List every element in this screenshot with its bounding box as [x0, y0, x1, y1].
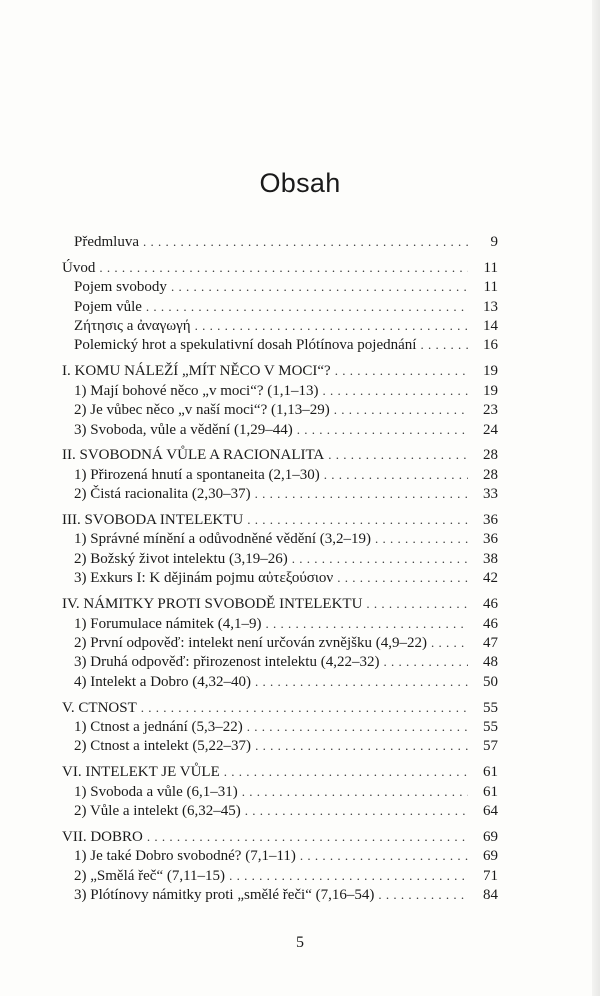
dot-leader — [247, 717, 468, 736]
entry-label: 2) Je vůbec něco „v naší moci“? (1,13–29) — [74, 402, 330, 419]
dot-leader — [337, 568, 468, 587]
toc-chapter-entry — [62, 698, 498, 717]
dot-leader — [335, 361, 468, 380]
toc-entry — [62, 335, 498, 354]
entry-page-number: 61 — [483, 764, 498, 781]
toc-entry — [62, 652, 498, 671]
dot-leader — [366, 594, 468, 613]
entry-page-number: 55 — [483, 699, 498, 716]
entry-label: 2) Ctnost a intelekt (5,22–37) — [74, 738, 252, 755]
entry-page-number: 36 — [483, 512, 498, 529]
toc-entry — [62, 465, 498, 484]
entry-page-number: 24 — [483, 421, 498, 438]
dot-leader — [229, 866, 468, 885]
toc-entry — [62, 549, 498, 568]
dot-leader — [323, 381, 468, 400]
entry-page-number: 42 — [483, 570, 498, 587]
dot-leader — [378, 885, 468, 904]
entry-label: 1) Správné mínění a odůvodněné vědění (3,2–19) — [74, 531, 372, 548]
entry-label: Předmluva — [74, 234, 139, 250]
toc-entry — [62, 297, 498, 316]
entry-label: 3) Plótínovy námitky proti „smělé řeči“ (7,16–54) — [74, 887, 375, 904]
entry-page-number: 13 — [483, 298, 498, 315]
toc-chapter-entry — [62, 361, 498, 380]
toc-entry — [62, 484, 498, 503]
dot-leader — [143, 232, 468, 251]
dot-leader — [324, 465, 468, 484]
dot-leader — [334, 400, 468, 419]
entry-label: 1) Přirozená hnutí a spontaneita (2,1–30) — [74, 466, 320, 483]
entry-page-number: 55 — [483, 718, 498, 735]
toc-section — [62, 510, 498, 588]
dot-leader — [171, 277, 468, 296]
entry-page-number: 46 — [483, 615, 498, 632]
entry-label: 3) Svoboda, vůle a vědění (1,29–44) — [74, 421, 293, 438]
dot-leader — [224, 762, 468, 781]
dot-leader — [146, 297, 468, 316]
toc-entry — [62, 568, 498, 587]
toc-entry — [62, 885, 498, 904]
toc-section — [62, 232, 498, 251]
entry-label: 1) Ctnost a jednání (5,3–22) — [74, 718, 243, 735]
toc-entry — [62, 782, 498, 801]
entry-page-number: 69 — [483, 828, 498, 845]
entry-page-number: 36 — [483, 531, 498, 548]
dot-leader — [255, 736, 468, 755]
entry-page-number: 69 — [483, 848, 498, 865]
entry-page-number: 47 — [483, 634, 498, 651]
dot-leader — [255, 484, 468, 503]
entry-label: 2) Božský život intelektu (3,19–26) — [74, 550, 288, 567]
toc-entry — [62, 316, 498, 335]
toc-chapter-entry — [62, 258, 498, 277]
toc-chapter-entry — [62, 594, 498, 613]
toc-entry — [62, 529, 498, 548]
toc-entry — [62, 420, 498, 439]
entry-label: 4) Intelekt a Dobro (4,32–40) — [74, 673, 252, 690]
entry-label: Polemický hrot a spekulativní dosah Plótínova pojednání — [74, 337, 417, 354]
entry-page-number: 38 — [483, 550, 498, 567]
entry-label: VI. INTELEKT JE VŮLE — [62, 764, 220, 781]
dot-leader — [247, 510, 468, 529]
toc-entry — [62, 614, 498, 633]
entry-label: VII. DOBRO — [62, 828, 143, 845]
entry-label: Ζήτησις a ἀναγωγή — [74, 318, 191, 335]
entry-page-number: 46 — [483, 596, 498, 613]
toc-section — [62, 445, 498, 503]
toc-entry — [62, 736, 498, 755]
dot-leader — [147, 827, 468, 846]
toc-chapter-entry — [62, 445, 498, 464]
toc-entry — [62, 232, 498, 251]
entry-page-number: 23 — [483, 402, 498, 419]
page-title: Obsah — [259, 168, 341, 198]
entry-label: II. SVOBODNÁ VŮLE A RACIONALITA — [62, 447, 325, 464]
entry-page-number: 19 — [483, 363, 498, 380]
dot-leader — [99, 258, 468, 277]
page-number: 5 — [296, 934, 304, 951]
dot-leader — [328, 445, 468, 464]
toc-entry — [62, 672, 498, 691]
toc-chapter-entry — [62, 762, 498, 781]
dot-leader — [255, 672, 468, 691]
toc-entry — [62, 717, 498, 736]
dot-leader — [375, 529, 468, 548]
entry-label: 2) Čistá racionalita (2,30–37) — [74, 486, 251, 503]
entry-page-number: 9 — [490, 234, 498, 250]
entry-label: Pojem svobody — [74, 279, 167, 296]
toc-chapter-entry — [62, 510, 498, 529]
dot-leader — [383, 652, 468, 671]
entry-page-number: 84 — [483, 887, 498, 904]
entry-page-number: 11 — [483, 279, 498, 296]
entry-page-number: 64 — [483, 803, 498, 820]
table-of-contents — [62, 232, 498, 911]
entry-label: 2) „Smělá řeč“ (7,11–15) — [74, 867, 226, 884]
dot-leader — [420, 335, 468, 354]
toc-section — [62, 258, 498, 355]
entry-label: I. KOMU NÁLEŽÍ „MÍT NĚCO V MOCI“? — [62, 363, 331, 380]
toc-entry — [62, 400, 498, 419]
dot-leader — [431, 633, 468, 652]
entry-page-number: 57 — [483, 738, 498, 755]
entry-page-number: 28 — [483, 466, 498, 483]
entry-label: Pojem vůle — [74, 298, 142, 315]
dot-leader — [195, 316, 468, 335]
entry-page-number: 16 — [483, 337, 498, 354]
toc-entry — [62, 801, 498, 820]
entry-label: 2) První odpověď: intelekt není určován zvnějšku (4,9–22) — [74, 634, 427, 651]
dot-leader — [242, 782, 468, 801]
entry-page-number: 61 — [483, 783, 498, 800]
page-edge-shadow — [592, 0, 600, 996]
entry-page-number: 71 — [483, 867, 498, 884]
toc-entry — [62, 866, 498, 885]
entry-page-number: 14 — [483, 318, 498, 335]
entry-page-number: 11 — [483, 259, 498, 276]
dot-leader — [300, 846, 468, 865]
entry-page-number: 50 — [483, 673, 498, 690]
entry-label: V. CTNOST — [62, 699, 137, 716]
entry-page-number: 19 — [483, 382, 498, 399]
dot-leader — [265, 614, 468, 633]
entry-label: III. SVOBODA INTELEKTU — [62, 512, 244, 529]
entry-label: 3) Exkurs I: K dějinám pojmu αὐτεξούσιον — [74, 570, 334, 587]
toc-section — [62, 762, 498, 820]
toc-entry — [62, 381, 498, 400]
entry-label: 3) Druhá odpověď: přirozenost intelektu (4,22–32) — [74, 654, 380, 671]
dot-leader — [245, 801, 468, 820]
entry-page-number: 33 — [483, 486, 498, 503]
entry-label: 2) Vůle a intelekt (6,32–45) — [74, 803, 241, 820]
entry-page-number: 48 — [483, 654, 498, 671]
toc-entry — [62, 277, 498, 296]
dot-leader — [297, 420, 468, 439]
entry-label: 1) Forumulace námitek (4,1–9) — [74, 615, 262, 632]
toc-section — [62, 594, 498, 691]
toc-entry — [62, 846, 498, 865]
toc-section — [62, 361, 498, 439]
entry-label: IV. NÁMITKY PROTI SVOBODĚ INTELEKTU — [62, 596, 363, 613]
toc-entry — [62, 633, 498, 652]
entry-label: 1) Je také Dobro svobodné? (7,1–11) — [74, 848, 296, 865]
entry-label: 1) Svoboda a vůle (6,1–31) — [74, 783, 238, 800]
entry-label: Úvod — [62, 259, 96, 276]
dot-leader — [141, 698, 468, 717]
dot-leader — [292, 549, 468, 568]
entry-label: 1) Mají bohové něco „v moci“? (1,1–13) — [74, 382, 319, 399]
toc-section — [62, 827, 498, 905]
toc-section — [62, 698, 498, 756]
entry-page-number: 28 — [483, 447, 498, 464]
toc-chapter-entry — [62, 827, 498, 846]
